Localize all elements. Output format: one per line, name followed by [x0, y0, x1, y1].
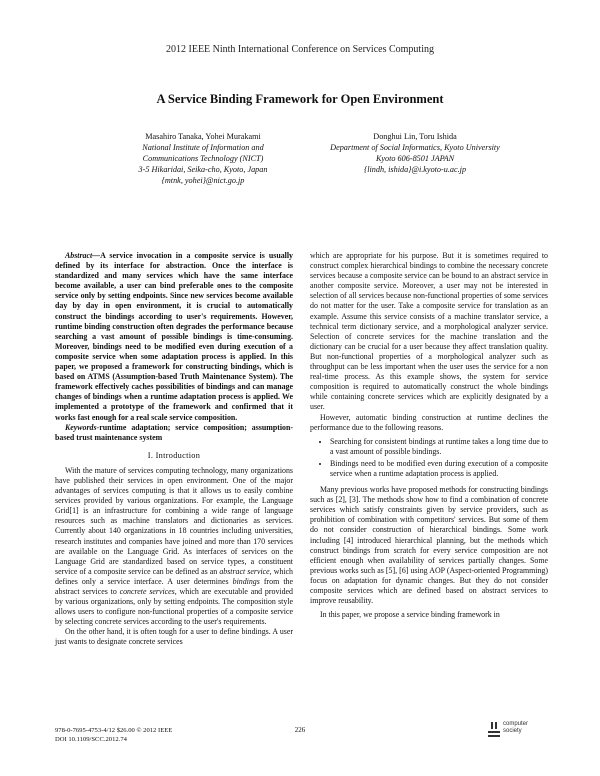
right-column	[310, 251, 548, 620]
author-affiliation: Communications Technology (NICT)	[142, 154, 264, 163]
footer-doi: DOI 10.1109/SCC.2012.74	[55, 736, 127, 743]
author-names: Donghui Lin, Toru Ishida	[373, 132, 457, 141]
conference-header: 2012 IEEE Ninth International Conference on Services Computing	[166, 44, 434, 55]
intro-paragraph-1: With the mature of services computing technology, many organizations have published their services in open environment. One of the major advantages of services computing is that it allows us to easily combine services provided by various organizations. For example, the Language Grid[1] is an infrastructure for combining a wide range of language resources such as machine translators and dictionaries as services. Currently about 140 organizations in 18 countries including universities, research institutes and companies have joined and more than 170 services are available on the Language Grid. As interfaces of services on the Language Grid are standardized based on service types, a constituent service of a composite service can be defined as an abstract service, which defines only a service interface. A user determines bindings from the abstract services to concrete services, which are executable and provided by various organizations, only by setting endpoints. The composition style allows users to configure non-functional properties of a composite service by selecting concrete services according to the user's requirements.	[55, 465, 294, 627]
footer-isbn: 978-0-7695-4753-4/12 $26.00 © 2012 IEEE	[55, 727, 173, 734]
keywords	[55, 423, 293, 443]
intro-paragraph-5: Many previous works have proposed methods for constructing bindings such as [2], [3]. The methods show how to find a combination of concrete services which satisfy constraints given by service providers, such as prohibition of combination with competitors' services. But some of them do not consider construction of hierarchical bindings. Some work including [4] introduced hierarchical planning, but the methods which construct bindings from scratch for every service composition are not efficient enough when availability of services partially changes. Some previous works such as [5], [6] using AOP (Aspect-oriented Programming) focus on adaptation for dynamic changes. But they do not consider composite services which are defined based on abstract services to improve reusability.	[310, 485, 548, 606]
list-item: • Searching for consistent bindings at runtime takes a long time due to a vast amount of possible bindings.	[330, 437, 548, 457]
intro-paragraph-2: On the other hand, it is often tough for a user to define bindings. A user just wants to designate concrete services	[55, 627, 293, 647]
list-item: • Bindings need to be modified even during execution of a composite service when a runtime adaptation process is applied.	[330, 459, 548, 479]
abstract-label: Abstract—	[65, 251, 101, 260]
author-email: {lindh, ishida}@i.kyoto-u.ac.jp	[363, 165, 467, 174]
author-address: Kyoto 606-8501 JAPAN	[375, 154, 455, 163]
author-affiliation: Department of Social Informatics, Kyoto University	[330, 143, 500, 152]
author-block-nict	[93, 131, 313, 186]
intro-paragraph-6: In this paper, we propose a service binding framework in	[320, 610, 500, 620]
paper-title: A Service Binding Framework for Open Environment	[156, 92, 444, 106]
author-address: 3-5 Hikaridai, Seika-cho, Kyoto, Japan	[138, 165, 268, 174]
section-heading-introduction: I. Introduction	[147, 450, 201, 460]
abstract-text: A service invocation in a composite service is usually defined by its interface for abstraction. Once the interface is standardized and many services which have the same interface become available, a user can bind preferable ones to the composite service only by setting endpoints. Since new services become available day by day in open environment, it is crucial to automatically construct the bindings according to user's requirements. However, runtime binding construction often degrades the performance because searching a vast amount of possible bindings is time-consuming. Moreover, bindings need to be modified even during execution of a composite service when some adaptation process is applied. In this paper, we proposed a framework for constructing bindings, which is based on ATMS (Assumption-based Truth Maintenance System). The framework effectively caches possibilities of bindings and can manage changes of bindings when a runtime adaptation process is applied. We implemented a prototype of the framework and confirmed that it works fast enough for a real scale service composition.	[55, 251, 293, 422]
intro-paragraph-4: However, automatic binding construction at runtime declines the performance due to the following reasons.	[310, 412, 548, 432]
abstract	[55, 251, 293, 423]
author-affiliation: National Institute of Information and	[142, 143, 264, 152]
keywords-label: Keywords-	[65, 422, 100, 432]
page-number: 226	[294, 726, 306, 734]
author-names: Masahiro Tanaka, Yohei Murakami	[145, 132, 261, 141]
computer-society-logo-text: computer society	[503, 721, 529, 734]
left-column	[55, 251, 293, 648]
author-block-kyoto	[305, 131, 525, 175]
reasons-list	[310, 437, 548, 479]
computer-society-logo	[487, 720, 547, 744]
computer-society-logo-icon	[487, 722, 501, 740]
intro-paragraph-3: which are appropriate for his purpose. But it is sometimes required to construct complex hierarchical bindings to combine the necessary concrete services because a composite service can be bound to an abstract service in another composite service. Moreover, a user may not be interested in selection of all services because non-functional properties of some services do not matter for the user. Take a composite service for translation as an example. Assume this service consists of a machine translator service, a technical term dictionary service, and a morphological analyzer service. Selection of concrete services for the machine translation and the dictionary can be crucial for a user because they affect translation quality. But non-functional properties of a morphological analyzer such as throughput can be less important when the user uses the service for a non real-time process. As this example shows, the system for service composition is required to automatically construct the whole bindings while containing concrete services which are explicitly designated by a user.	[310, 251, 548, 412]
author-email: {mtnk, yohei}@nict.go.jp	[161, 176, 245, 185]
keywords-text: runtime adaptation; service composition; assumption-based trust maintenance system	[55, 422, 293, 442]
